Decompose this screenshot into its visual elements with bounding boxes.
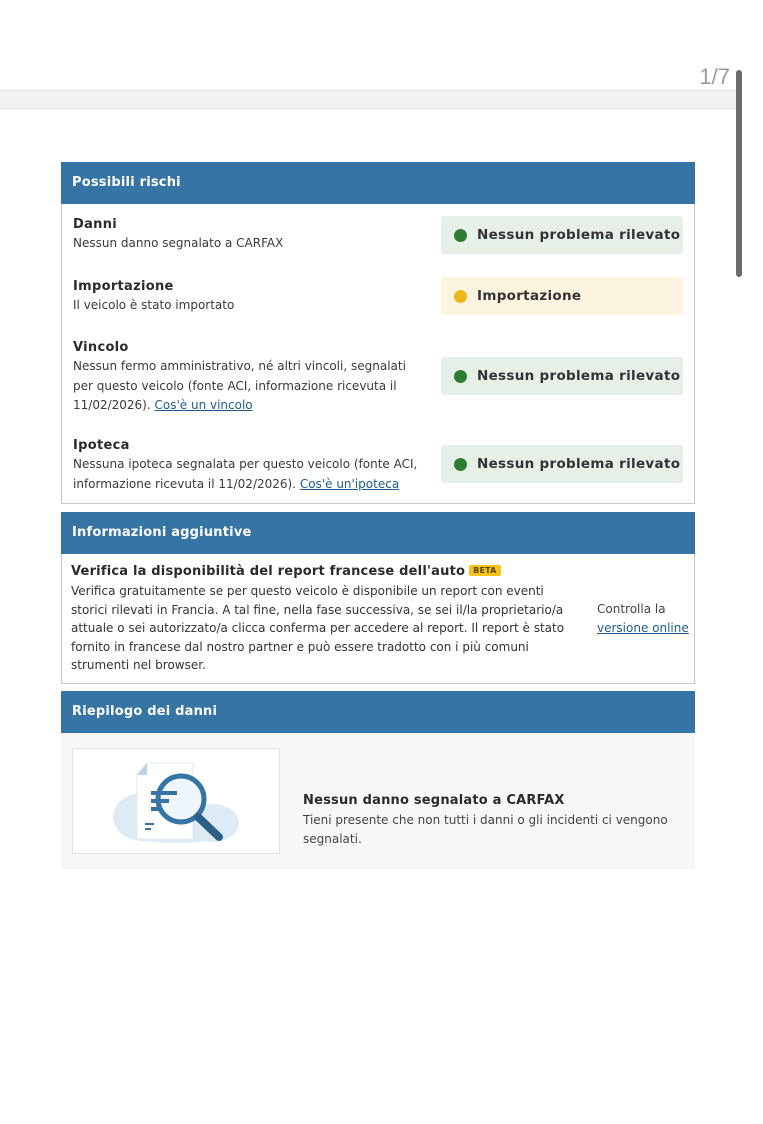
- damage-summary-body: [61, 733, 695, 869]
- additional-info-body: [61, 554, 695, 684]
- status-ok-icon: [454, 458, 467, 471]
- status-badge-ipoteca: [441, 445, 683, 483]
- risk-desc-text: Nessun fermo amministrativo, né altri vincoli, segnalati per questo veicolo (fonte ACI, informazione ricevuta il 11/02/2026).: [73, 359, 406, 412]
- status-label: Nessun problema rilevato: [477, 227, 681, 243]
- risk-desc: [73, 455, 428, 494]
- risk-title: Vincolo: [73, 340, 129, 355]
- damage-summary-section: [61, 691, 695, 869]
- status-ok-icon: [454, 229, 467, 242]
- damage-summary-header: Riepilogo dei danni: [61, 691, 695, 733]
- french-report-title-text: Verifica la disponibilità del report francese dell'auto: [71, 564, 466, 579]
- additional-info-header: Informazioni aggiuntive: [61, 512, 695, 554]
- french-report-title: [71, 564, 501, 579]
- risk-title: Danni: [73, 217, 118, 232]
- additional-info-section: [61, 512, 695, 684]
- status-badge-vincolo: [441, 357, 683, 395]
- risk-desc-text: Nessuna ipoteca segnalata per questo veicolo (fonte ACI, informazione ricevuta il 11/02/2026).: [73, 457, 418, 491]
- french-report-desc: Verifica gratuitamente se per questo veicolo è disponibile un report con eventi storici rilevati in Francia. A tal fine, nella fase successiva, se sei il/la proprietario/a attuale o sei autorizzato/a clicca conferma per accedere al report. Il report è stato fornito in francese dal nostro partner e può essere tradotto con i più comuni strumenti nel browser.: [71, 584, 565, 672]
- damage-summary-desc: Tieni presente che non tutti i danni o gli incidenti ci vengono segnalati.: [303, 813, 668, 846]
- document-magnifier-icon: [72, 748, 280, 854]
- online-version-text: Controlla la: [597, 602, 666, 616]
- risk-title: Ipoteca: [73, 438, 130, 453]
- risk-row-vincolo: [73, 340, 428, 416]
- risk-title: Importazione: [73, 279, 174, 294]
- online-version-link[interactable]: versione online: [597, 621, 689, 635]
- status-ok-icon: [454, 370, 467, 383]
- status-label: Nessun problema rilevato: [477, 456, 681, 472]
- status-label: Nessun problema rilevato: [477, 368, 681, 384]
- status-label: Importazione: [477, 288, 582, 304]
- online-version-cta: [597, 600, 689, 638]
- risks-body: [61, 204, 695, 504]
- risk-desc: Il veicolo è stato importato: [73, 298, 235, 312]
- risk-row-danni: [73, 217, 428, 254]
- risks-header: Possibili rischi: [61, 162, 695, 204]
- ipoteca-info-link[interactable]: Cos'è un'ipoteca: [299, 476, 400, 491]
- vincolo-info-link[interactable]: Cos'è un vincolo: [154, 398, 253, 412]
- risk-desc: [73, 357, 428, 416]
- viewer-toolbar-band: [0, 90, 738, 109]
- risks-section: [61, 162, 695, 504]
- damage-summary-title: Nessun danno segnalato a CARFAX: [303, 793, 565, 808]
- risk-desc: Nessun danno segnalato a CARFAX: [73, 236, 284, 250]
- page-indicator: 1/7: [699, 64, 730, 89]
- status-badge-importazione: [441, 277, 683, 315]
- risk-row-importazione: [73, 279, 428, 316]
- status-badge-danni: [441, 216, 683, 254]
- beta-badge: BETA: [469, 565, 500, 576]
- status-warning-icon: [454, 290, 467, 303]
- scrollbar-thumb[interactable]: [736, 70, 742, 277]
- risk-row-ipoteca: [73, 438, 428, 494]
